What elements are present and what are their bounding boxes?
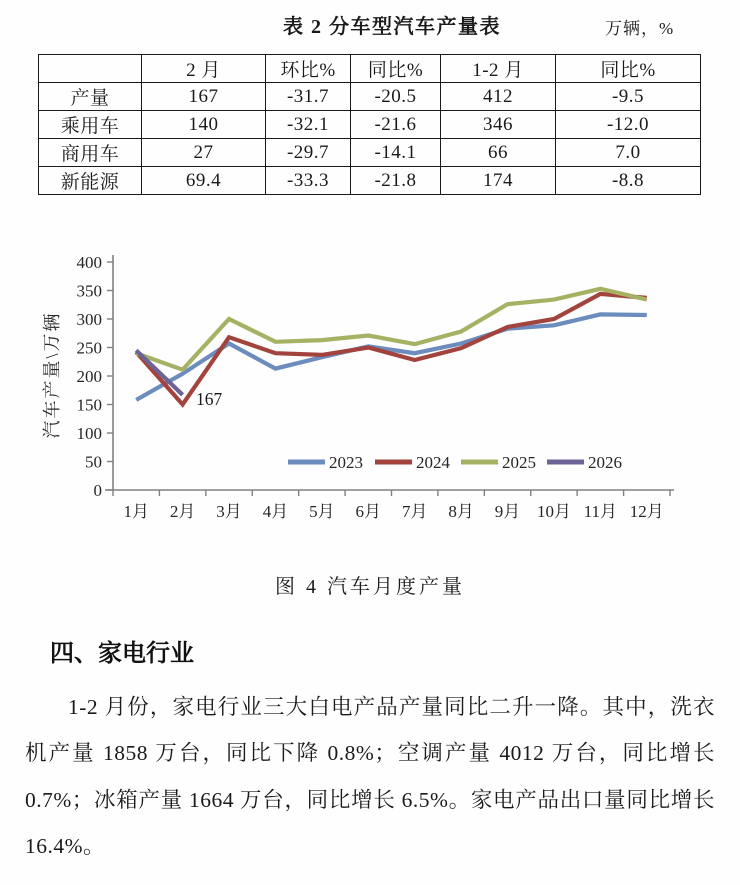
x-tick-label: 9月 <box>494 502 521 521</box>
table-cell: 167 <box>142 83 266 111</box>
table-cell: 69.4 <box>142 167 266 195</box>
y-tick-label: 150 <box>76 395 102 415</box>
table-cell: 412 <box>441 83 556 111</box>
table-cell: -33.3 <box>266 167 351 195</box>
y-tick-label: 350 <box>76 281 102 301</box>
line-chart-canvas <box>0 247 740 539</box>
column-header: 1-2 月 <box>441 55 556 83</box>
legend-label-2026: 2026 <box>588 453 622 472</box>
row-label: 乘用车 <box>39 111 142 139</box>
table-row <box>39 111 701 139</box>
table-cell: -31.7 <box>266 83 351 111</box>
vehicle-production-table <box>38 54 701 195</box>
table-cell: 140 <box>142 111 266 139</box>
table-unit-label: 万辆，% <box>605 19 675 38</box>
body-paragraph: 1-2 月份，家电行业三大白电产品产量同比二升一降。其中，洗衣机产量 1858 万台，同比下降 0.8%；空调产量 4012 万台，同比增长 0.7%；冰箱产量 1664 万台，同比增长 6.5%。家电产品出口量同比增长 16.4%。 <box>25 695 715 859</box>
table-cell: -9.5 <box>556 83 701 111</box>
legend-label-2023: 2023 <box>329 453 363 472</box>
table-cell: -14.1 <box>351 139 441 167</box>
y-tick-label: 250 <box>76 338 102 358</box>
table-cell: -21.6 <box>351 111 441 139</box>
section-heading: 四、家电行业 <box>50 640 194 667</box>
x-tick-label: 10月 <box>536 502 571 521</box>
x-tick-label: 1月 <box>123 502 149 521</box>
y-tick-label: 200 <box>76 367 102 386</box>
x-tick-label: 12月 <box>629 502 664 521</box>
data-label-167: 167 <box>196 389 223 409</box>
table-cell: 174 <box>441 167 556 195</box>
table-header-row <box>39 55 701 83</box>
table-cell: -32.1 <box>266 111 351 139</box>
y-tick-label: 100 <box>76 424 102 443</box>
table-cell: -12.0 <box>556 111 701 139</box>
x-tick-label: 5月 <box>309 502 335 521</box>
x-tick-label: 2月 <box>169 502 196 521</box>
table-row <box>39 83 701 111</box>
table-title-row <box>0 0 740 44</box>
y-axis-title: 汽车产量\万辆 <box>42 311 62 439</box>
table-row <box>39 139 701 167</box>
x-tick-label: 11月 <box>583 502 618 521</box>
legend-label-2025: 2025 <box>502 453 536 472</box>
table-cell: -21.8 <box>351 167 441 195</box>
monthly-production-chart <box>0 247 740 544</box>
y-tick-label: 0 <box>93 481 102 500</box>
legend-label-2024: 2024 <box>416 453 450 472</box>
column-header: 同比% <box>351 55 441 83</box>
y-tick-label: 300 <box>76 310 102 329</box>
column-header <box>39 55 142 83</box>
y-tick-label: 400 <box>76 253 102 272</box>
chart-caption: 图 4 汽车月度产量 <box>275 576 465 598</box>
row-label: 新能源 <box>39 167 142 195</box>
x-tick-label: 8月 <box>448 502 474 521</box>
table-cell: -8.8 <box>556 167 701 195</box>
table-cell: 346 <box>441 111 556 139</box>
x-tick-label: 3月 <box>216 502 242 521</box>
column-header: 2 月 <box>142 55 266 83</box>
y-tick-label: 50 <box>85 452 102 472</box>
table-cell: -29.7 <box>266 139 351 167</box>
table-cell: 27 <box>142 139 266 167</box>
table-cell: 66 <box>441 139 556 167</box>
table-row <box>39 167 701 195</box>
column-header: 同比% <box>556 55 701 83</box>
table-cell: 7.0 <box>556 139 701 167</box>
table-cell: -20.5 <box>351 83 441 111</box>
x-tick-label: 6月 <box>355 502 382 521</box>
x-tick-label: 4月 <box>262 502 289 521</box>
table-title: 表 2 分车型汽车产量表 <box>283 16 501 38</box>
column-header: 环比% <box>266 55 351 83</box>
row-label: 产量 <box>39 83 142 111</box>
x-tick-label: 7月 <box>401 502 428 521</box>
row-label: 商用车 <box>39 139 142 167</box>
